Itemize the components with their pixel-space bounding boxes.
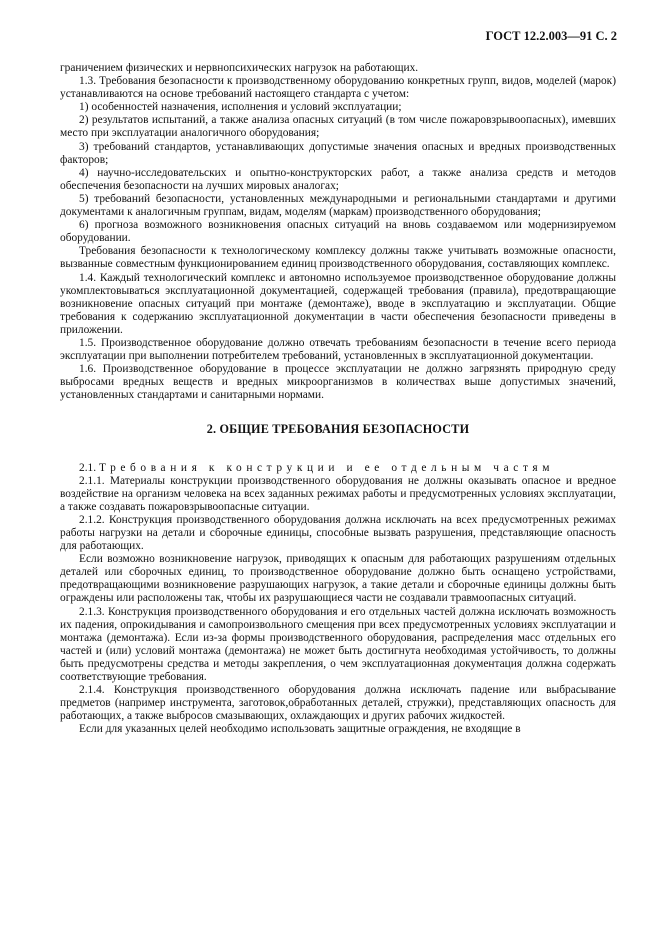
paragraph: 2.1.4. Конструкция производственного оборудования должна исключать падение или выбрасывание предметов (например инструмента, заготовок,обработанных деталей, стружки), представляющих опасность для работающих, а также выбросов смазывающих, охлаждающих и других рабочих жидкостей. [60, 684, 616, 723]
paragraph: 2.1.2. Конструкция производственного оборудования должна исключать на всех предусмотренных режимах работы нагрузки на детали и сборочные единицы, способные вызвать разрушения, представляющие опасность для работающих. [60, 513, 616, 553]
paragraph: 1.3. Требования безопасности к производственному оборудованию конкретных групп, видов, моделей (марок) устанавливаются на основе требований настоящего стандарта с учетом: [60, 75, 616, 101]
list-item: 6) прогноза возможного возникновения опасных ситуаций на вновь создаваемом или модернизируемом оборудовании. [60, 219, 616, 245]
page-header: ГОСТ 12.2.003—91 С. 2 [485, 29, 617, 43]
paragraph: 2.1.1. Материалы конструкции производственного оборудования не должны оказывать опасное и вредное воздействие на организм человека на всех заданных режимах работы и предусмотренных условиях эксплуатации, а также создавать пожаровзрывоопасные ситуации. [60, 474, 616, 513]
list-item: 3) требований стандартов, устанавливающих допустимые значения опасных и вредных производственных факторов; [60, 140, 616, 166]
subsection-title [60, 462, 616, 475]
paragraph: 2.1.3. Конструкция производственного оборудования и его отдельных частей должна исключать возможность их падения, опрокидывания и самопроизвольного смещения при всех предусмотренных условиях эксплуатации и монтажа (демонтажа). Если из-за формы производственного оборудования, распределения масс отдельных его частей и (или) условий монтажа (демонтажа) не может быть достигнута необходимая устойчивость, то должны быть предусмотрены средства и методы закрепления, о чем эксплуатационная документация должна содержать соответствующие требования. [60, 605, 616, 684]
paragraph: Если для указанных целей необходимо использовать защитные ограждения, не входящие в [79, 723, 521, 736]
subsection-number: 2.1. [79, 461, 97, 474]
paragraph: Требования безопасности к технологическому комплексу должны также учитывать возможные опасности, вызванные совместным функционированием единиц производственного оборудования, составляющих комплекс. [60, 245, 616, 271]
list-item: 5) требований безопасности, установленных международными и региональными стандартами и другими документами к аналогичным группам, видам, моделям (маркам) производственного оборудования; [60, 192, 616, 219]
paragraph: 1.4. Каждый технологический комплекс и автономно используемое производственное оборудование должны укомплектовываться эксплуатационной документацией, содержащей требования (правила), предотвращающие возникновение опасных ситуаций при монтаже (демонтаже), вводе в эксплуатацию и эксплуатации. Общие требования к содержанию эксплуатационной документации в части обеспечения безопасности приведены в приложении. [60, 271, 616, 336]
list-item: 4) научно-исследовательских и опытно-конструкторских работ, а также анализа средств и методов обеспечения безопасности на лучших мировых аналогах; [60, 166, 616, 192]
subsection-title-text: Требования к конструкции и ее отдельным частям [98, 461, 555, 474]
paragraph: Если возможно возникновение нагрузок, приводящих к опасным для работающих разрушениям отдельных деталей или сборочных единиц, то производственное оборудование должно быть оснащено устройствами, предотвращающими возникновение разрушающих нагрузок, а такие детали и сборочные единицы должны быть ограждены или расположены так, чтобы их разрушающиеся части не создавали травмоопасных ситуаций. [60, 553, 616, 605]
paragraph: 1.6. Производственное оборудование в процессе эксплуатации не должно загрязнять природную среду выбросами вредных веществ и вредных микроорганизмов в количествах выше допустимых значений, установленных стандартами и санитарными нормами. [60, 363, 616, 402]
list-item: 1) особенностей назначения, исполнения и условий эксплуатации; [79, 101, 402, 114]
section-heading: 2. ОБЩИЕ ТРЕБОВАНИЯ БЕЗОПАСНОСТИ [206, 422, 470, 437]
paragraph: 1.5. Производственное оборудование должно отвечать требованиям безопасности в течение всего периода эксплуатации при выполнении потребителем требований, установленных в эксплуатационной документации. [60, 336, 616, 363]
document-body [60, 62, 616, 737]
list-item: 2) результатов испытаний, а также анализа опасных ситуаций (в том числе пожаровзрывоопасных), имевших место при эксплуатации аналогичного оборудования; [60, 114, 616, 140]
paragraph: граничением физических и нервнопсихических нагрузок на работающих. [60, 62, 419, 74]
